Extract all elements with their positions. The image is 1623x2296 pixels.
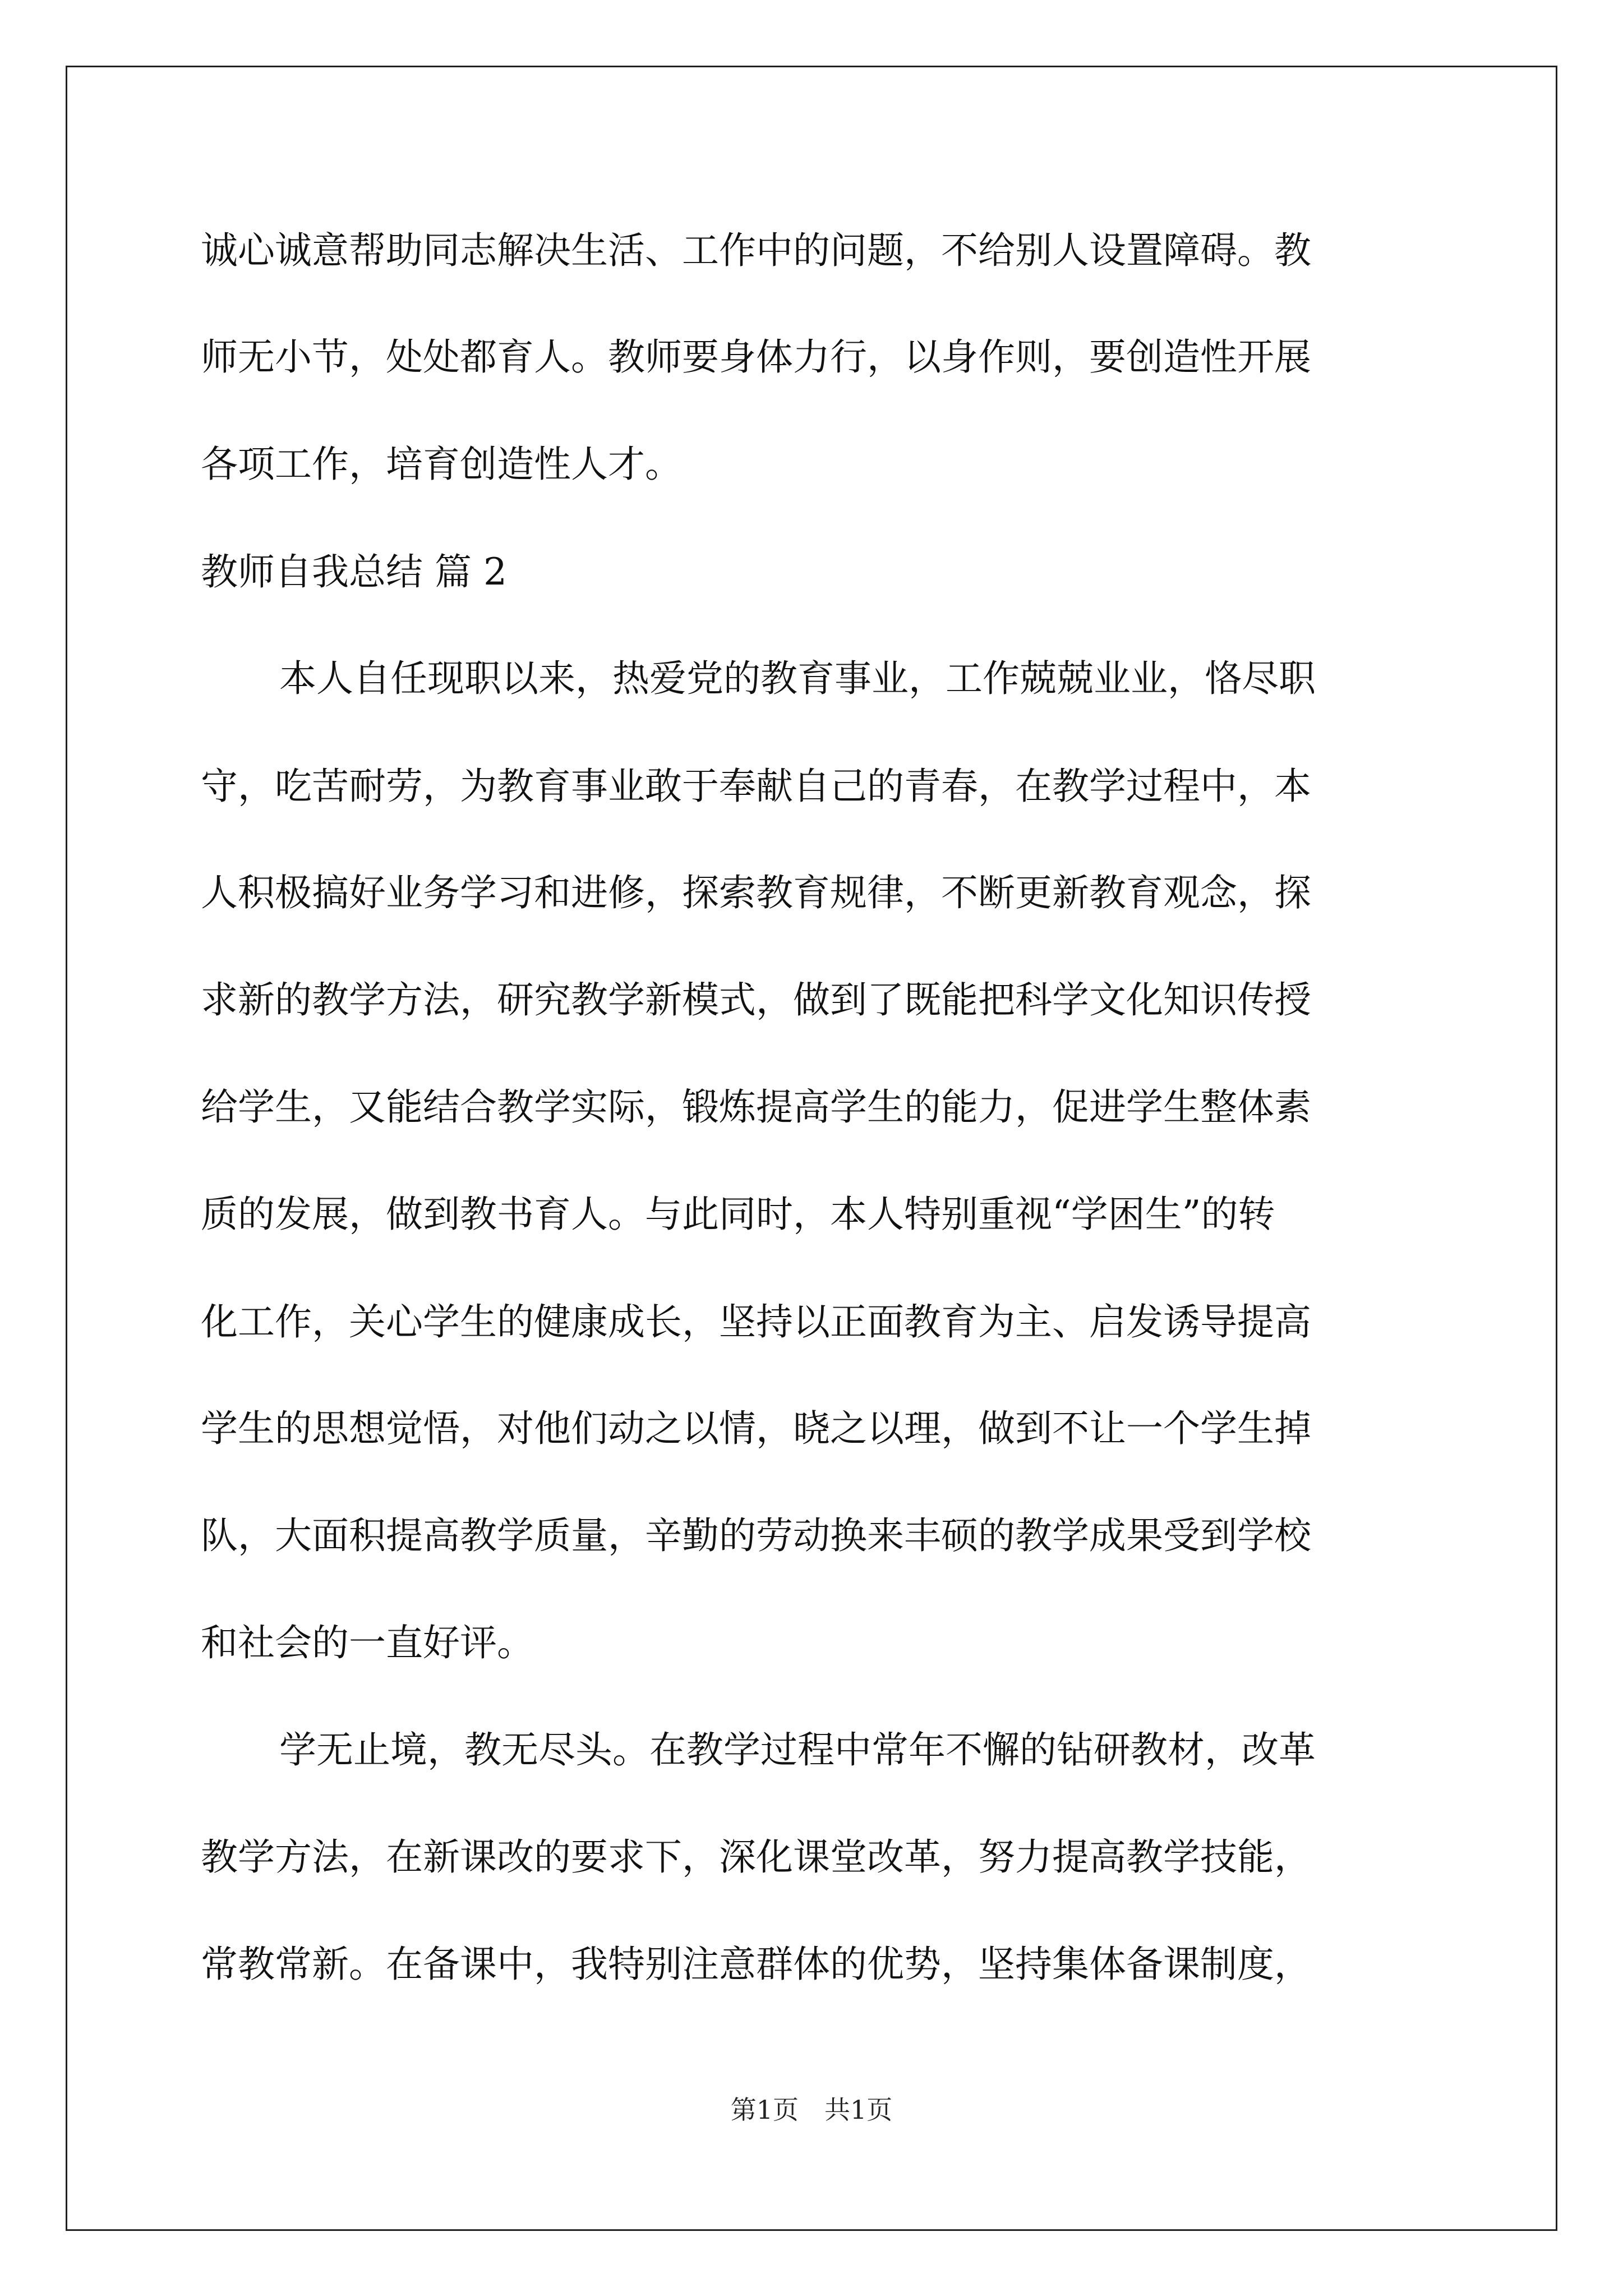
page-footer: 第1页 共1页 [730, 2095, 893, 2125]
text-line: 教学方法，在新课改的要求下，深化课堂改革，努力提高教学技能， [201, 1835, 1311, 1879]
text-line: 学无止境，教无尽头。在教学过程中常年不懈的钻研教材，改革 [279, 1728, 1316, 1772]
section-heading: 教师自我总结 篇 2 [201, 550, 507, 593]
text-line: 师无小节，处处都育人。教师要身体力行，以身作则，要创造性开展 [201, 335, 1311, 379]
text-line: 诚心诚意帮助同志解决生活、工作中的问题，不给别人设置障碍。教 [201, 229, 1311, 272]
text-line: 求新的教学方法，研究教学新模式，做到了既能把科学文化知识传授 [201, 978, 1311, 1022]
text-line: 队，大面积提高教学质量，辛勤的劳动换来丰硕的教学成果受到学校 [201, 1514, 1311, 1557]
text-line: 化工作，关心学生的健康成长，坚持以正面教育为主、启发诱导提高 [201, 1300, 1311, 1343]
text-line: 常教常新。在备课中，我特别注意群体的优势，坚持集体备课制度， [201, 1943, 1311, 1986]
text-line: 质的发展，做到教书育人。与此同时，本人特别重视“学困生”的转 [201, 1193, 1275, 1236]
text-line: 给学生，又能结合教学实际，锻炼提高学生的能力，促进学生整体素 [201, 1085, 1311, 1129]
text-line: 和社会的一直好评。 [201, 1621, 534, 1664]
text-line: 各项工作，培育创造性人才。 [201, 443, 682, 486]
text-line: 学生的思想觉悟，对他们动之以情，晓之以理，做到不让一个学生掉 [201, 1407, 1311, 1450]
page-border [66, 66, 1557, 2231]
text-line: 人积极搞好业务学习和进修，探索教育规律，不断更新教育观念，探 [201, 871, 1311, 914]
text-line: 守，吃苦耐劳，为教育事业敢于奉献自己的青春，在教学过程中，本 [201, 765, 1311, 808]
text-line: 本人自任现职以来，热爱党的教育事业，工作兢兢业业，恪尽职 [279, 657, 1316, 700]
